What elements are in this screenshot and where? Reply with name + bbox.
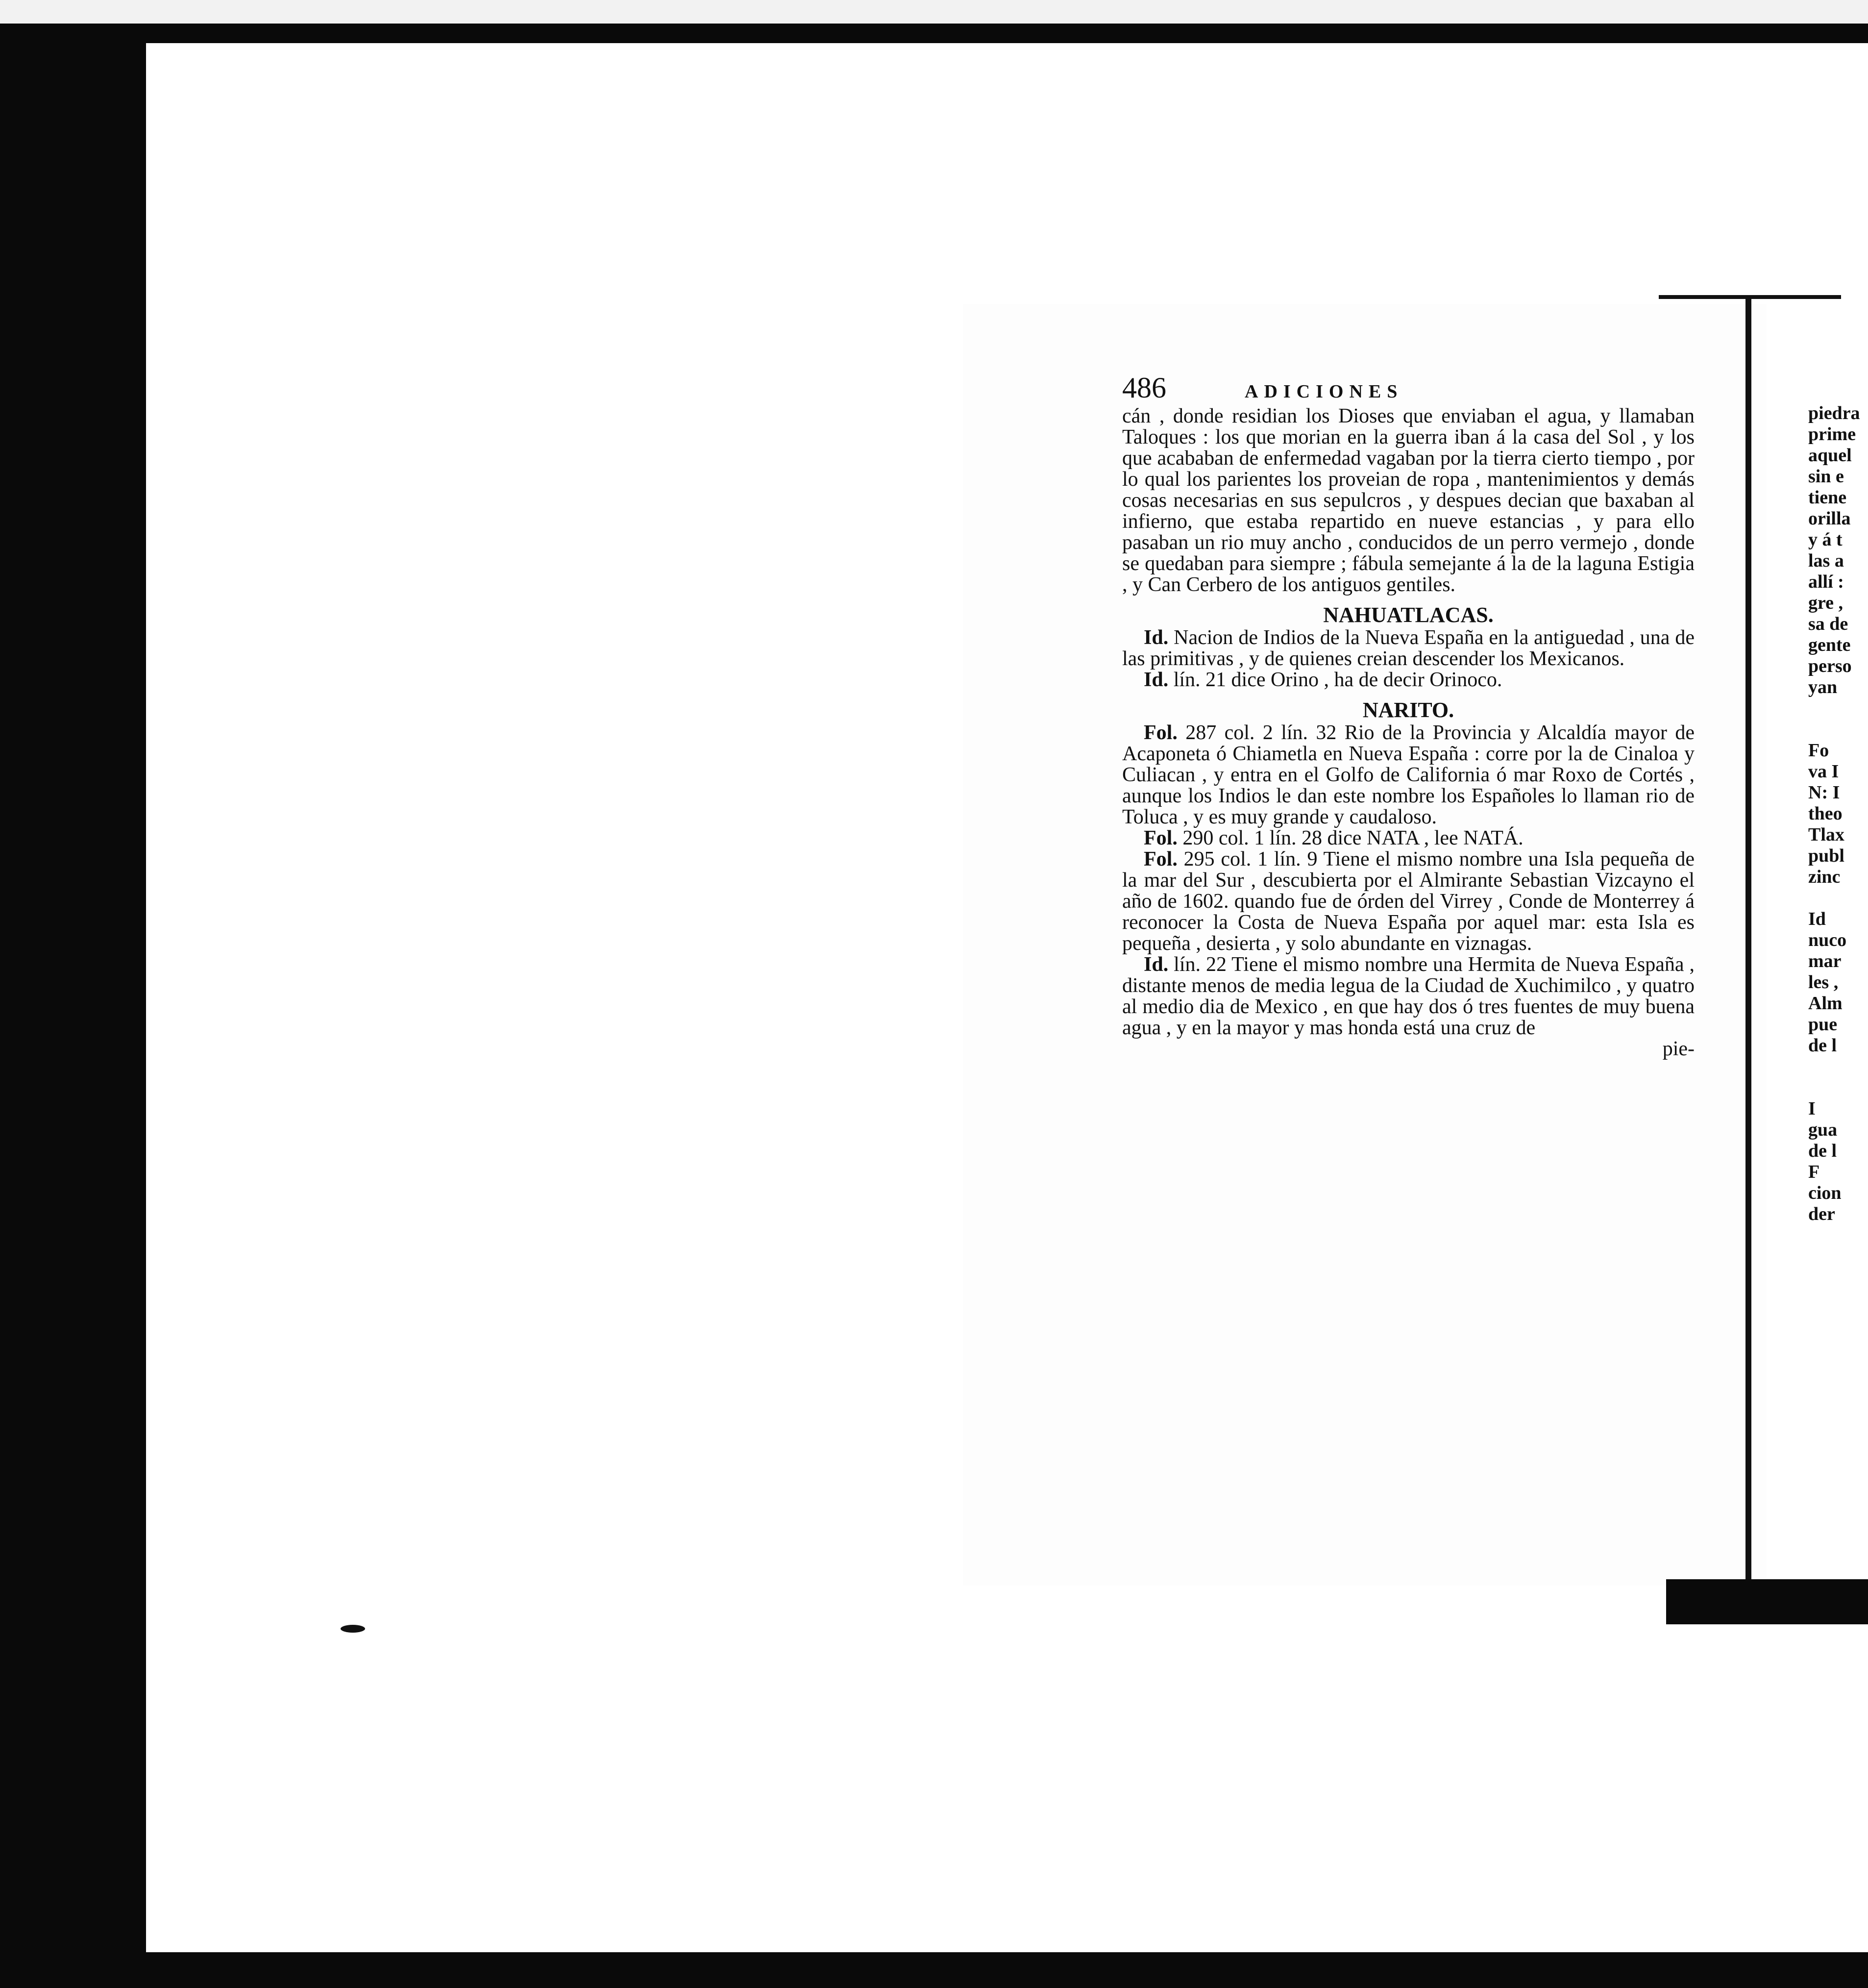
paragraph-lead: Fol. (1144, 827, 1178, 849)
facing-page-fragment: y á t (1808, 529, 1843, 550)
facing-page-fragment: pue (1808, 1014, 1838, 1035)
entry-heading: NARITO. (1362, 698, 1454, 722)
paragraph-lead: Fol. (1144, 721, 1178, 744)
paragraph-text: cán , donde residian los Dioses que enviaban el agua, y llamaban Taloques : los que morian en la guerra iban á la casa del Sol , y los que acababan de enfermedad vagaban por la tierra cierto tiempo , por lo qual los parientes los proveian de ropa , mantenimientos y demás cosas necesarias en sus sepulcros , y despues decian que baxaban al infierno, que estaba repartido en nueve estancias , y para ello pasaban un rio muy ancho , conducidos de un perro vermejo , donde se quedaban para siempre ; fábula semejante á la de la laguna Estigia , y Can Cerbero de los antiguos gentiles. (1122, 405, 1695, 596)
facing-page-fragment: de l (1808, 1141, 1837, 1161)
facing-page-fragment: I (1808, 1098, 1816, 1119)
paragraph-lead: Id. (1144, 626, 1169, 649)
facing-page-fragment: perso (1808, 656, 1852, 676)
paragraph-text: Nacion de Indios de la Nueva España en la antiguedad , una de las primitivas , y de quienes creian descender los Mexicanos. (1122, 626, 1695, 670)
paragraph-lead: Id. (1144, 669, 1169, 691)
facing-page-fragment: las a (1808, 550, 1844, 571)
facing-page-fragment: piedra (1808, 403, 1860, 423)
facing-page-fragment: prime (1808, 424, 1856, 445)
facing-page-fragment: gua (1808, 1119, 1838, 1140)
paragraph-text: 290 col. 1 lín. 28 dice NATA , lee NATÁ. (1182, 827, 1524, 849)
facing-page-fragment: sin e (1808, 466, 1844, 487)
facing-page-fragment: Id (1808, 909, 1826, 929)
paragraph (1122, 722, 1695, 828)
running-head: ADICIONES (1245, 381, 1403, 402)
facing-page-fragment: yan (1808, 677, 1838, 697)
facing-page-fragment: theo (1808, 803, 1843, 824)
facing-page-fragment: sa de (1808, 614, 1848, 634)
facing-page-fragment: mar (1808, 951, 1842, 971)
top-strip (0, 0, 1868, 24)
facing-page-fragment: les , (1808, 972, 1839, 993)
gutter-line (1745, 295, 1751, 1594)
facing-page-fragment: Fo (1808, 740, 1829, 761)
page-number: 486 (1122, 372, 1166, 404)
bottom-shadow-band (1666, 1579, 1868, 1624)
facing-page-fragment: cion (1808, 1183, 1842, 1203)
paragraph-text: 295 col. 1 lín. 9 Tiene el mismo nombre una Isla pequeña de la mar del Sur , descubierta por el Almirante Sebastian Vizcayno el año de 1602. quando fue de órden del Virrey , Conde de Monterrey á reconocer la Costa de Nueva España por aquel mar: esta Isla es pequeña , desierta , y solo abundante en viznagas. (1122, 848, 1695, 955)
paragraph (1122, 849, 1695, 954)
facing-page-fragment: N: I (1808, 782, 1840, 803)
facing-page-fragment: Tlax (1808, 824, 1844, 845)
facing-page-fragment (1808, 719, 1868, 740)
facing-page-fragment: publ (1808, 845, 1844, 866)
paragraph (1122, 670, 1695, 691)
ink-blot (341, 1625, 365, 1633)
paragraph-text: 287 col. 2 lín. 32 Rio de la Provincia y Alcaldía mayor de Acaponeta ó Chiametla en Nueva España : corre por la de Cinaloa y Culiacan , y entra en el Golfo de California ó mar Roxo de Cortés , aunque los Indios le dan este nombre los Españoles lo llaman rio de Toluca , y es muy grande y caudaloso. (1122, 721, 1695, 828)
facing-page-fragment (1808, 1056, 1868, 1077)
facing-page-fragment: tiene (1808, 487, 1847, 508)
paragraph (1122, 828, 1695, 849)
facing-page-column (1808, 403, 1868, 1225)
catchword: pie- (1662, 1038, 1695, 1060)
paragraph-text: lín. 21 dice Orino , ha de decir Orinoco. (1173, 669, 1502, 691)
facing-page-fragment: aquel (1808, 445, 1852, 466)
paragraph (1122, 406, 1695, 596)
page-header (1122, 372, 1695, 406)
facing-page-fragment: allí : (1808, 572, 1844, 592)
paragraph-text: lín. 22 Tiene el mismo nombre una Hermita de Nueva España , distante menos de media legua de la Ciudad de Xuchimilco , y quatro al medio dia de Mexico , en que hay dos ó tres fuentes de muy buena agua , y en la mayor y mas honda está una cruz de (1122, 953, 1695, 1039)
body-text (1122, 406, 1695, 1039)
paragraph-lead: Fol. (1144, 848, 1178, 870)
facing-page-fragment: gente (1808, 635, 1851, 655)
facing-page-fragment (1808, 888, 1868, 909)
facing-page-fragment: der (1808, 1204, 1835, 1224)
facing-page-fragment: zinc (1808, 867, 1841, 887)
facing-page-fragment: gre , (1808, 593, 1843, 613)
facing-page-fragment: Alm (1808, 993, 1843, 1014)
paragraph (1122, 627, 1695, 670)
entry-heading: NAHUATLACAS. (1323, 603, 1494, 627)
facing-page-fragment: F (1808, 1162, 1820, 1182)
facing-page-fragment (1808, 1077, 1868, 1098)
paragraph-lead: Id. (1144, 953, 1169, 976)
facing-page-fragment: va I (1808, 761, 1839, 782)
facing-page-fragment: orilla (1808, 508, 1851, 529)
facing-page-fragment (1808, 698, 1868, 719)
paragraph (1122, 954, 1695, 1039)
facing-page-fragment: nuco (1808, 930, 1847, 950)
text-column (1122, 372, 1695, 1060)
facing-page-fragment: de l (1808, 1035, 1837, 1056)
